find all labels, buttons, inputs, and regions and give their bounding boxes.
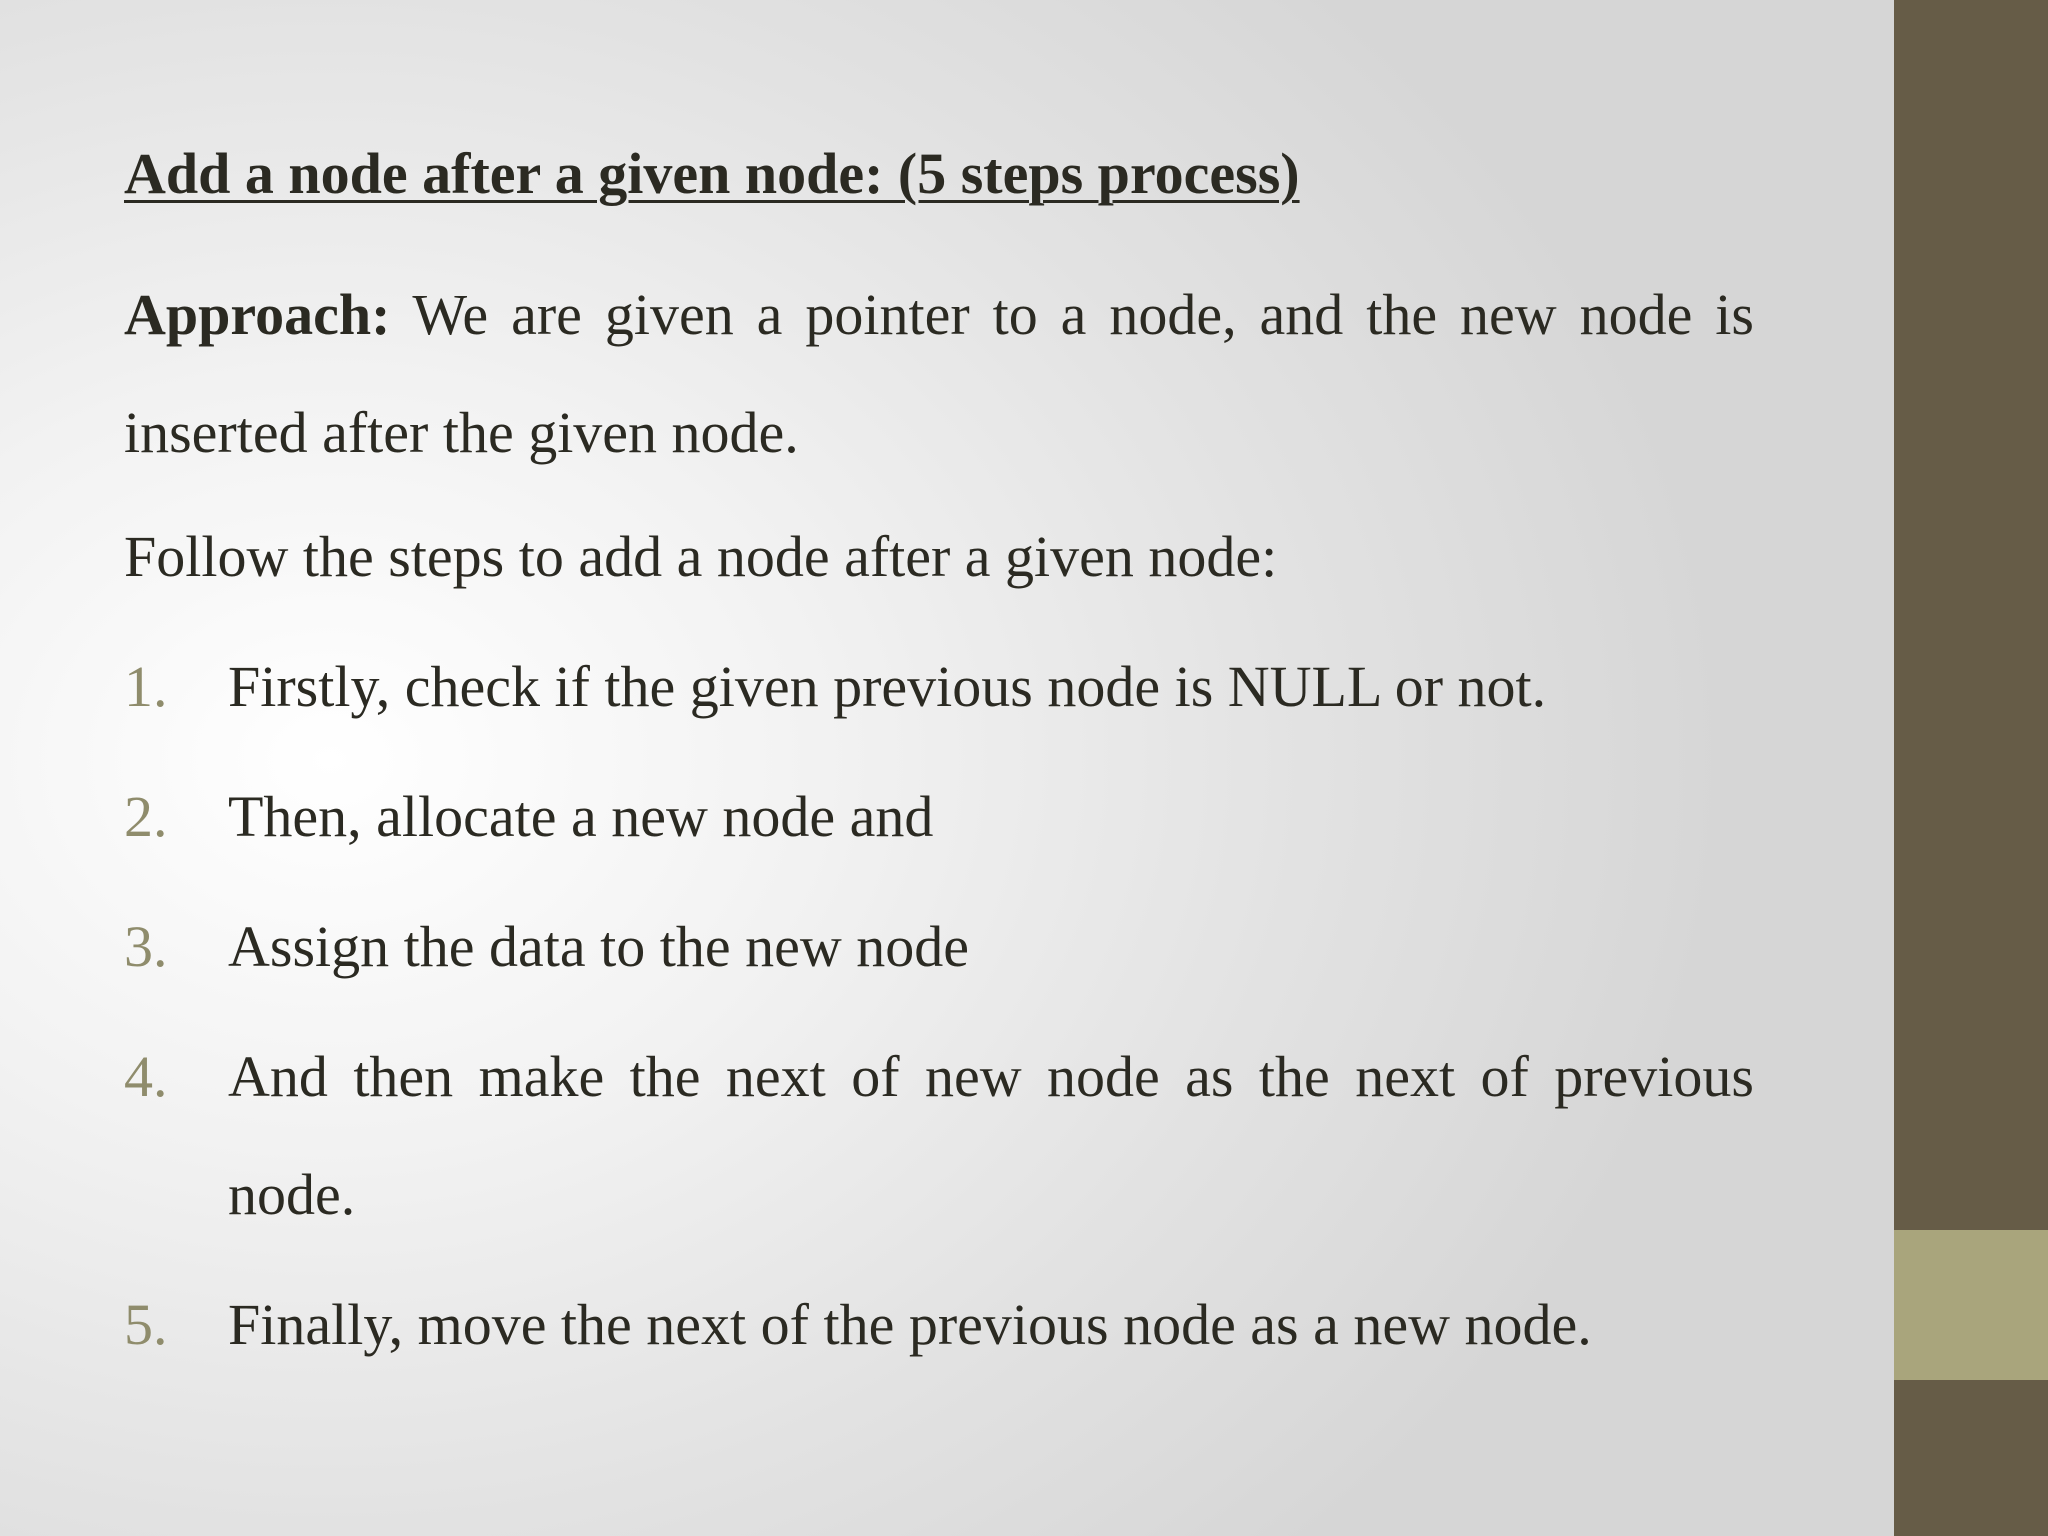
list-item (124, 628, 1754, 746)
list-item (124, 1266, 1754, 1384)
step-text: Finally, move the next of the previous node as a new node. (228, 1292, 1592, 1357)
step-text: Assign the data to the new node (228, 914, 969, 979)
step-number: 3. (124, 914, 168, 979)
list-item (124, 1018, 1754, 1254)
slide-heading: Add a node after a given node: (5 steps process) (124, 141, 1300, 206)
slide-content (124, 128, 1754, 1396)
step-number: 4. (124, 1044, 168, 1109)
approach-text: We are given a pointer to a node, and the new node is inserted after the given node. (124, 282, 1754, 465)
step-text: Firstly, check if the given previous node is NULL or not. (228, 654, 1547, 719)
intro-text: Follow the steps to add a node after a given node: (124, 524, 1278, 589)
approach-paragraph (124, 256, 1754, 492)
approach-label: Approach: (124, 282, 391, 347)
step-number: 2. (124, 784, 168, 849)
step-text: And then make the next of new node as the next of previous node. (228, 1044, 1754, 1227)
list-item (124, 758, 1754, 876)
step-number: 5. (124, 1292, 168, 1357)
step-number: 1. (124, 654, 168, 719)
side-accent-block (1894, 1230, 2048, 1380)
step-text: Then, allocate a new node and (228, 784, 934, 849)
list-item (124, 888, 1754, 1006)
steps-list (124, 628, 1754, 1384)
